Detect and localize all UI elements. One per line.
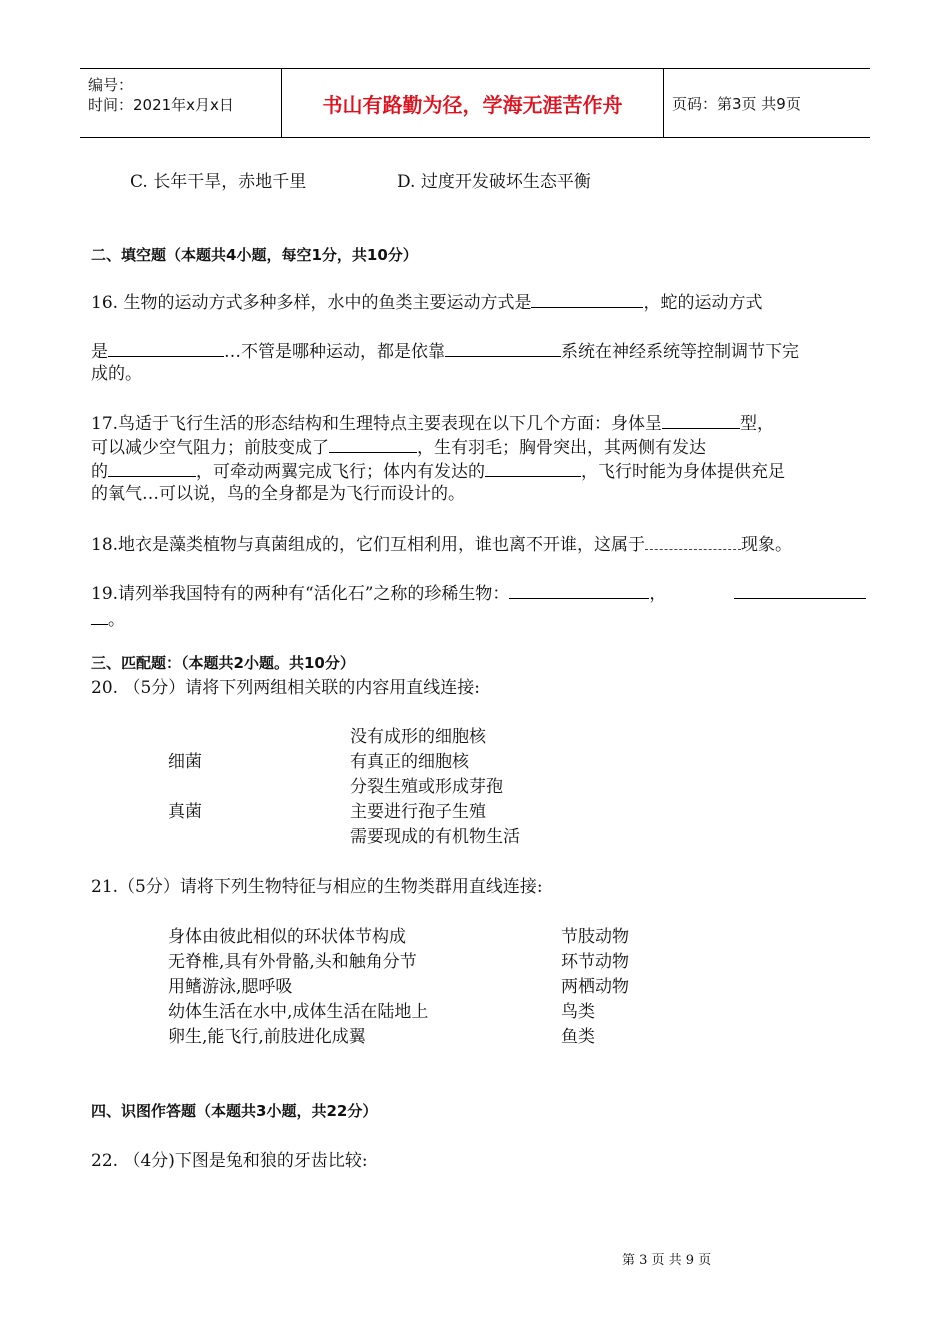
q17-line3 bbox=[91, 458, 785, 484]
number-label: 编号： bbox=[88, 76, 134, 94]
q17-line2 bbox=[91, 434, 706, 460]
q19-text-3: 。 bbox=[108, 610, 125, 630]
q19-blank-2-continued[interactable] bbox=[91, 606, 108, 625]
q20-left-item: 真菌 bbox=[168, 802, 202, 822]
q21-left-item: 身体由彼此相似的环状体节构成 bbox=[168, 927, 406, 947]
q20-title: 20. （5分）请将下列两组相关联的内容用直线连接: bbox=[91, 678, 480, 698]
q16-text-5: 系统在神经系统等控制调节下完 bbox=[561, 342, 799, 362]
q17-text-4: ，生有羽毛；胸骨突出，其两侧有发达 bbox=[417, 438, 706, 458]
q16-text-1: 16. 生物的运动方式多种多样，水中的鱼类主要运动方式是 bbox=[91, 293, 532, 313]
q17-text-7: ，飞行时能为身体提供充足 bbox=[581, 462, 785, 482]
q17-text-5: 的 bbox=[91, 462, 108, 482]
q19-text-1: 19.请列举我国特有的两种有“活化石”之称的珍稀生物： bbox=[91, 584, 510, 604]
q17-line1 bbox=[91, 410, 774, 436]
q17-blank-4[interactable] bbox=[485, 458, 581, 477]
q16-blank-2[interactable] bbox=[108, 338, 224, 357]
q19-blank-1[interactable] bbox=[509, 580, 649, 599]
q20-right-item: 分裂生殖或形成芽孢 bbox=[350, 777, 503, 797]
header-motto: 书山有路勤为径，学海无涯苦作舟 bbox=[281, 69, 664, 137]
q16-text-3: 是 bbox=[91, 342, 108, 362]
q16-text-4: …不管是哪种运动，都是依靠 bbox=[224, 342, 445, 362]
q16-line2 bbox=[91, 338, 799, 364]
q21-right-item: 鸟类 bbox=[561, 1002, 595, 1022]
q18-text-2: 现象。 bbox=[741, 535, 793, 555]
q19-blank-2[interactable] bbox=[734, 580, 866, 599]
q16-blank-3[interactable] bbox=[445, 338, 561, 357]
q20-left-item: 细菌 bbox=[168, 752, 202, 772]
section3-title: 三、匹配题：（本题共2小题。共10分） bbox=[91, 654, 355, 672]
q20-right-item: 有真正的细胞核 bbox=[350, 752, 469, 772]
q20-right-item: 主要进行孢子生殖 bbox=[350, 802, 486, 822]
time-label: 时间：2021年x月x日 bbox=[88, 96, 234, 114]
q17-blank-3[interactable] bbox=[108, 458, 196, 477]
q17-text-2: 型， bbox=[740, 414, 775, 434]
q19-line bbox=[91, 580, 666, 606]
q20-right-item: 没有成形的细胞核 bbox=[350, 727, 486, 747]
q17-blank-2[interactable] bbox=[329, 434, 417, 453]
q19-text-2: ， bbox=[649, 584, 667, 604]
q17-text-6: ，可牵动两翼完成飞行；体内有发达的 bbox=[196, 462, 485, 482]
q16-line1 bbox=[91, 289, 762, 315]
q20-right-item: 需要现成的有机物生活 bbox=[350, 827, 520, 847]
option-c: C. 长年干旱，赤地千里 bbox=[130, 172, 307, 192]
q21-left-item: 用鳍游泳,腮呼吸 bbox=[168, 977, 293, 997]
q21-title: 21.（5分）请将下列生物特征与相应的生物类群用直线连接: bbox=[91, 877, 543, 897]
q19-line2 bbox=[91, 606, 125, 632]
header-meta bbox=[88, 75, 234, 115]
q16-text-2: ，蛇的运动方式 bbox=[643, 293, 763, 313]
q16-blank-1[interactable] bbox=[531, 289, 643, 308]
header-page-label: 页码：第3页 共9页 bbox=[672, 95, 801, 113]
q21-right-item: 节肢动物 bbox=[561, 927, 629, 947]
q21-right-item: 环节动物 bbox=[561, 952, 629, 972]
section2-title: 二、填空题（本题共4小题，每空1分，共10分） bbox=[91, 246, 418, 264]
q18-line bbox=[91, 531, 792, 557]
q17-text-3: 可以减少空气阻力；前肢变成了 bbox=[91, 438, 329, 458]
q21-right-item: 两栖动物 bbox=[561, 977, 629, 997]
q17-text-1: 17.鸟适于飞行生活的形态结构和生理特点主要表现在以下几个方面：身体呈 bbox=[91, 414, 663, 434]
page-header bbox=[80, 68, 870, 138]
page-footer: 第 3 页 共 9 页 bbox=[622, 1253, 712, 1268]
q18-text-1: 18.地衣是藻类植物与真菌组成的，它们互相利用，谁也离不开谁，这属于 bbox=[91, 535, 646, 555]
option-d: D. 过度开发破坏生态平衡 bbox=[397, 172, 591, 192]
q17-text-8: 的氧气…可以说，鸟的全身都是为飞行而设计的。 bbox=[91, 484, 465, 504]
q22-title: 22. （4分)下图是兔和狼的牙齿比较: bbox=[91, 1151, 368, 1171]
q21-left-item: 卵生,能飞行,前肢进化成翼 bbox=[168, 1027, 366, 1047]
q17-blank-1[interactable] bbox=[662, 410, 740, 429]
q16-text-6: 成的。 bbox=[91, 364, 142, 384]
q21-right-item: 鱼类 bbox=[561, 1027, 595, 1047]
q21-left-item: 幼体生活在水中,成体生活在陆地上 bbox=[168, 1002, 429, 1022]
q21-left-item: 无脊椎,具有外骨骼,头和触角分节 bbox=[168, 952, 417, 972]
q18-blank[interactable] bbox=[645, 531, 741, 550]
section4-title: 四、识图作答题（本题共3小题，共22分） bbox=[91, 1102, 378, 1120]
